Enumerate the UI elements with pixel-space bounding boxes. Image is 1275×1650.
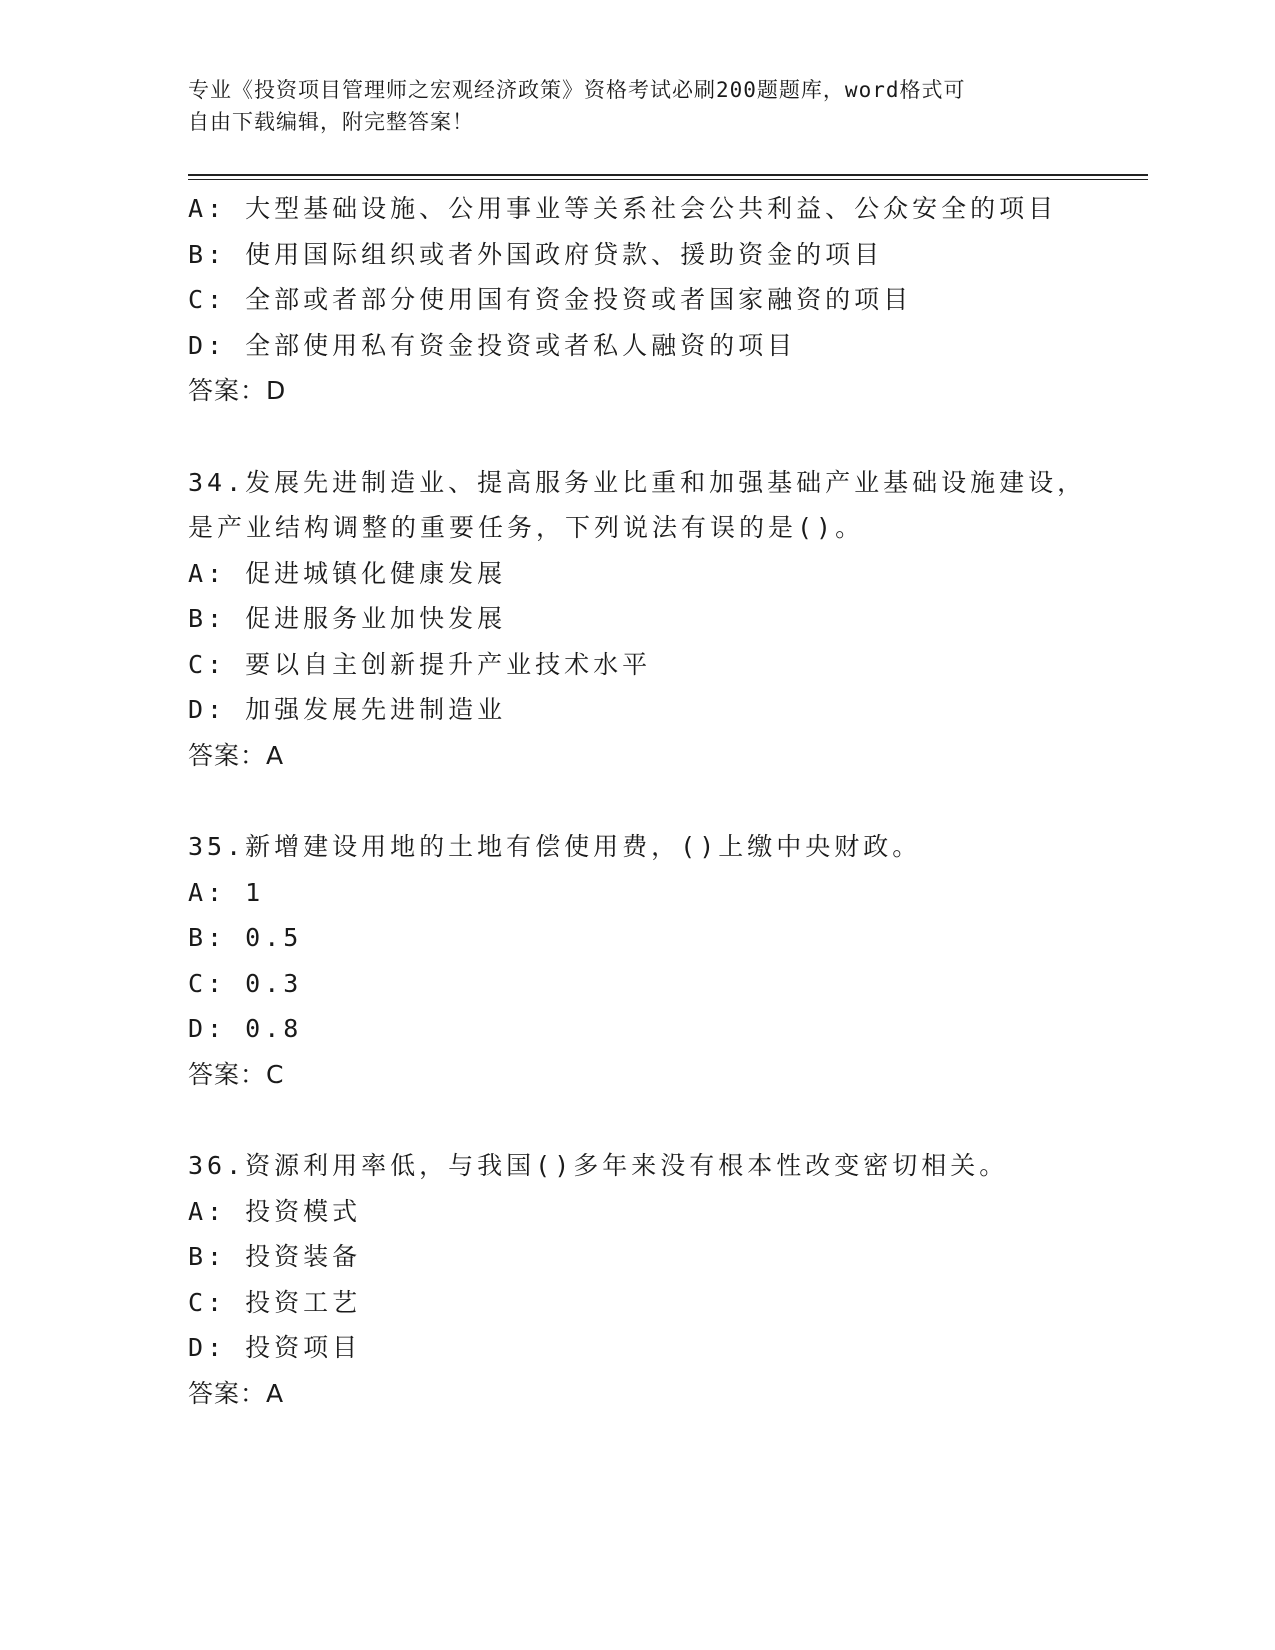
question-block-36	[188, 1143, 1148, 1416]
option-b: B: 使用国际组织或者外国政府贷款、援助资金的项目	[188, 239, 884, 269]
doc-header-line-1: 专业《投资项目管理师之宏观经济政策》资格考试必刷200题题库，word格式可	[188, 78, 966, 102]
option-a: A: 促进城镇化健康发展	[188, 558, 507, 588]
option-b: B: 投资装备	[188, 1242, 362, 1271]
question-stem: 35.新增建设用地的土地有偿使用费，()上缴中央财政。	[188, 832, 922, 861]
answer-line: 答案：D	[188, 376, 287, 405]
option-c: C: 全部或者部分使用国有资金投资或者国家融资的项目	[188, 285, 913, 314]
option-a: A: 大型基础设施、公用事业等关系社会公共利益、公众安全的项目	[188, 194, 1058, 223]
option-c: C: 要以自主创新提升产业技术水平	[188, 649, 652, 679]
option-a: A: 投资模式	[188, 1196, 362, 1226]
option-b: B: 0.5	[188, 923, 303, 952]
document-page	[188, 74, 1148, 1416]
option-b: B: 促进服务业加快发展	[188, 604, 507, 633]
option-c: C: 投资工艺	[188, 1287, 362, 1317]
option-a: A: 1	[188, 877, 265, 907]
option-d: D: 加强发展先进制造业	[188, 695, 507, 724]
answer-line: 答案：C	[188, 1059, 285, 1089]
spacer	[188, 778, 1148, 824]
option-c: C: 0.3	[188, 968, 303, 998]
spacer	[188, 1097, 1148, 1143]
question-block-35	[188, 824, 1148, 1097]
header-rule-thin	[188, 179, 1148, 180]
header-rule-thick	[188, 174, 1148, 176]
question-stem: 36.资源利用率低，与我国()多年来没有根本性改变密切相关。	[188, 1151, 1009, 1180]
question-block-33	[188, 186, 1148, 414]
spacer	[188, 414, 1148, 460]
doc-header-line-2: 自由下载编辑，附完整答案！	[188, 110, 474, 134]
option-d: D: 0.8	[188, 1014, 303, 1043]
question-stem: 34.发展先进制造业、提高服务业比重和加强基础产业基础设施建设，	[188, 467, 1087, 497]
answer-line: 答案：A	[188, 740, 285, 770]
question-stem-continued: 是产业结构调整的重要任务，下列说法有误的是()。	[188, 513, 865, 542]
option-d: D: 全部使用私有资金投资或者私人融资的项目	[188, 330, 797, 360]
option-d: D: 投资项目	[188, 1333, 362, 1362]
answer-line: 答案：A	[188, 1378, 285, 1408]
question-block-34	[188, 460, 1148, 779]
